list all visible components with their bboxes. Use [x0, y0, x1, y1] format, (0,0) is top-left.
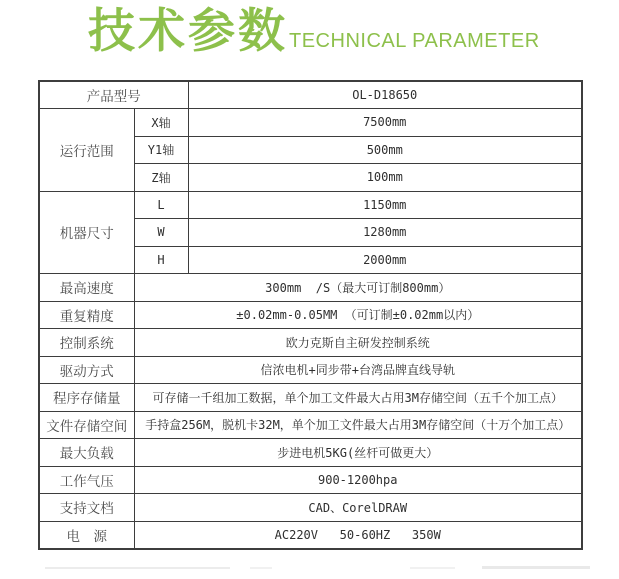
row-label: 最高速度 — [39, 274, 134, 302]
row-sublabel: Y1轴 — [134, 136, 188, 164]
row-value: 300mm /S（最大可订制800mm） — [134, 274, 582, 302]
page-bottom-divider — [45, 567, 230, 569]
row-label: 电 源 — [39, 521, 134, 549]
row-sublabel: X轴 — [134, 109, 188, 137]
row-label: 控制系统 — [39, 329, 134, 357]
table-row — [39, 439, 582, 467]
table-row — [39, 81, 582, 109]
page-subtitle: TECHNICAL PARAMETER — [289, 30, 540, 52]
row-label: 程序存储量 — [39, 384, 134, 412]
row-sublabel: W — [134, 219, 188, 247]
row-value: OL-D18650 — [188, 81, 582, 109]
row-label: 最大负载 — [39, 439, 134, 467]
table-row — [39, 329, 582, 357]
row-value: 手持盒256M，脱机卡32M，单个加工文件最大占用3M存储空间（十万个加工点） — [134, 411, 582, 439]
table-row — [39, 521, 582, 549]
row-label: 驱动方式 — [39, 356, 134, 384]
row-label: 机器尺寸 — [39, 191, 134, 274]
row-value: 信浓电机+同步带+台湾品牌直线导轨 — [134, 356, 582, 384]
table-row — [39, 466, 582, 494]
table-row — [39, 301, 582, 329]
row-label: 支持文档 — [39, 494, 134, 522]
row-sublabel: L — [134, 191, 188, 219]
table-row — [39, 356, 582, 384]
row-value: 900-1200hpa — [134, 466, 582, 494]
technical-parameter-table — [38, 80, 583, 550]
table-row — [39, 191, 582, 219]
table-row — [39, 109, 582, 137]
page-bottom-divider — [250, 567, 272, 569]
page-bottom-divider — [410, 567, 455, 569]
row-label: 文件存储空间 — [39, 411, 134, 439]
row-sublabel: H — [134, 246, 188, 274]
page-header — [88, 4, 540, 60]
row-value: 7500mm — [188, 109, 582, 137]
row-label: 产品型号 — [39, 81, 188, 109]
row-value: 可存储一千组加工数据，单个加工文件最大占用3M存储空间（五千个加工点） — [134, 384, 582, 412]
row-label: 工作气压 — [39, 466, 134, 494]
row-value: 欧力克斯自主研发控制系统 — [134, 329, 582, 357]
page-bottom-divider — [482, 566, 590, 569]
row-value: 步进电机5KG(丝杆可做更大） — [134, 439, 582, 467]
row-value: 1150mm — [188, 191, 582, 219]
table-row — [39, 384, 582, 412]
page-title: 技术参数 — [88, 4, 288, 59]
row-sublabel: Z轴 — [134, 164, 188, 192]
row-value: CAD、CorelDRAW — [134, 494, 582, 522]
row-value: 100mm — [188, 164, 582, 192]
row-value: 1280mm — [188, 219, 582, 247]
row-value: AC220V 50-60HZ 350W — [134, 521, 582, 549]
row-value: 2000mm — [188, 246, 582, 274]
table-row — [39, 494, 582, 522]
row-value: 500mm — [188, 136, 582, 164]
row-label: 重复精度 — [39, 301, 134, 329]
row-value: ±0.02mm-0.05MM （可订制±0.02mm以内） — [134, 301, 582, 329]
row-label: 运行范围 — [39, 109, 134, 192]
table-row — [39, 411, 582, 439]
table-row — [39, 274, 582, 302]
